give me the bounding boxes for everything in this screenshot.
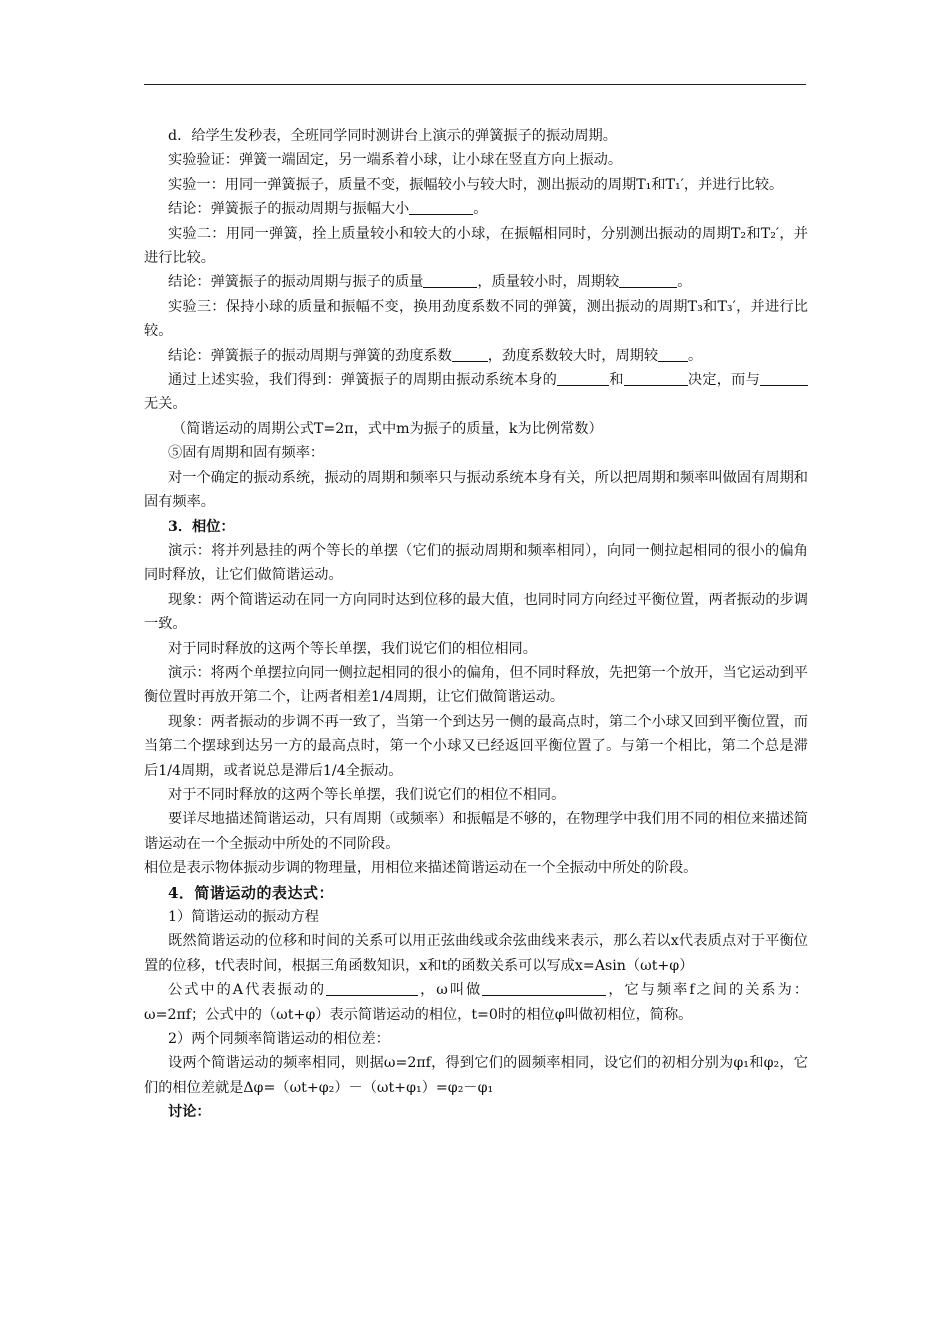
text: 结论：弹簧振子的振动周期与振幅大小 [168,201,410,218]
text: 。 [678,1006,693,1023]
conclusion-3 [144,344,808,368]
paragraph: d．给学生发秒表，全班同学同时测讲台上演示的弹簧振子的振动周期。 [168,128,617,144]
fill-blank [624,371,688,386]
period-formula-note: （简谐运动的周期公式T=2π，式中m为振子的质量，k为比例常数） [172,420,603,437]
paragraph: 设两个简谐运动的频率相同，则据ω=2πf，得到它们的圆频率相同，设它们的初相分别为φ₁和φ₂，它们的相位差就是Δφ=（ωt+φ₂）－（ωt+φ₁）=φ₂－φ₁ [144,1055,808,1096]
section-heading-3: 3．相位： [168,518,235,535]
conclusion-2 [144,270,808,294]
text: ，劲度系数较大时，周期较 [487,347,659,364]
section-heading-4: 4．简谐运动的表达式： [168,883,334,902]
text: 。 [688,347,703,364]
paragraph: 相位是表示物体振动步调的物理量，用相位来描述简谐运动在一个全振动中所处的阶段。 [144,860,698,877]
text: 结论：弹簧振子的振动周期与弹簧的劲度系数 [168,347,452,364]
text: ，质量较小时，周期较 [477,274,620,291]
fill-blank [409,200,473,215]
fill-blank [423,273,477,288]
subheading: ⑤固有周期和固有频率： [168,445,325,462]
conclusion-1 [144,197,808,221]
document-body [144,124,808,1125]
paragraph: 对于不同时释放的这两个等长单摆，我们说它们的相位不相同。 [168,786,566,803]
paragraph: 对于同时释放的这两个等长单摆，我们说它们的相位相同。 [168,640,537,657]
paragraph: 实验三：保持小球的质量和振幅不变，换用劲度系数不同的弹簧，测出振动的周期T₃和T₃′，并进行比较。 [144,298,808,340]
paragraph: 现象：两个简谐运动在同一方向同时达到位移的最大值，也同时同方向经过平衡位置，两者振动的步调一致。 [144,591,808,633]
text: 和 [609,372,624,389]
text: ，ω叫做 [418,982,483,999]
paragraph: 现象：两者振动的步调不再一致了，当第一个到达另一侧的最高点时，第二个小球又回到平衡位置，而当第二个摆球到达另一方的最高点时，第一个小球又已经返回平衡位置了。与第一个相比，第二个总是滞后1/4周期，或者说总是滞后1/4全振动。 [144,713,808,779]
fill-blank [557,371,609,386]
text: 。 [677,274,692,291]
paragraph: 演示：将并列悬挂的两个等长的单摆（它们的振动周期和频率相同），向同一侧拉起相同的很小的偏角同时释放，让它们做简谐运动。 [144,542,808,584]
text: 无关。 [144,396,187,413]
text: 决定，而与 [687,372,760,389]
subheading: 2）两个同频率简谐运动的相位差： [168,1031,390,1048]
fill-blank [619,273,677,288]
text: 通过上述实验，我们得到：弹簧振子的周期由振动系统本身的 [168,372,558,389]
fill-blank [482,981,606,996]
fill-blank [326,981,418,996]
fill-blank [760,371,808,386]
paragraph: 既然简谐运动的位移和时间的关系可以用正弦曲线或余弦曲线来表示，那么若以x代表质点对于平衡位置的位移，t代表时间，根据三角函数知识，x和t的函数关系可以写成x=Asin（ωt+φ） [144,933,808,974]
fill-blank [658,347,688,362]
text: ，它与频率f之间的关系为：ω=2πf；公式中的（ωt+φ）表示简谐运动的相位，t=0时的相位φ叫做初相位，简称 [144,982,809,1023]
text: 结论：弹簧振子的振动周期与振子的质量 [168,274,424,291]
paragraph: 实验一：用同一弹簧振子，质量不变，振幅较小与较大时，测出振动的周期T₁和T₁′，并进行比较。 [168,176,784,193]
paragraph: 对一个确定的振动系统，振动的周期和频率只与振动系统本身有关，所以把周期和频率叫做固有周期和固有频率。 [144,469,808,511]
paragraph: 实验验证：弹簧一端固定，另一端系着小球，让小球在竖直方向上振动。 [168,152,623,169]
formula-explanation [144,978,808,1027]
paragraph: 实验二：用同一弹簧，拴上质量较小和较大的小球，在振幅相同时，分别测出振动的周期T₂和T₂′，并进行比较。 [144,225,808,267]
fill-blank [452,347,488,362]
text: 公式中的A代表振动的 [168,982,327,999]
header-rule [144,84,806,85]
text: 。 [473,201,488,218]
subheading: 1）简谐运动的振动方程 [168,909,319,925]
discussion-heading: 讨论： [168,1104,211,1121]
summary [144,368,808,417]
paragraph: 要详尽地描述简谐运动，只有周期（或频率）和振幅是不够的，在物理学中我们用不同的相位来描述简谐运动在一个全振动中所处的不同阶段。 [144,811,808,852]
paragraph: 演示：将两个单摆拉向同一侧拉起相同的很小的偏角，但不同时释放，先把第一个放开，当它运动到平衡位置时再放开第二个，让两者相差1/4周期，让它们做简谐运动。 [144,664,808,706]
